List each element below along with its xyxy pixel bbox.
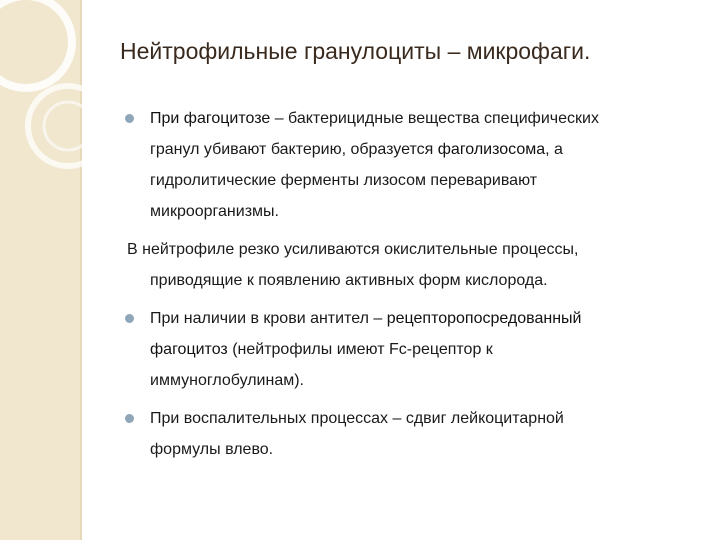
text-line: [150, 134, 707, 165]
text-span: – бактерицидные вещества специфических: [270, 110, 599, 127]
slide-title: Нейтрофильные гранулоциты – микрофаги.: [120, 38, 591, 64]
text-span: , а: [545, 141, 563, 158]
text-span: гранул убивают бактерию, образуется: [150, 141, 438, 158]
bullet-item-antibodies: [127, 303, 707, 396]
text-line: [150, 303, 707, 334]
text-line: В нейтрофиле резко усиливаются окислительные процессы,: [127, 241, 579, 258]
bullet-icon: [125, 114, 134, 123]
text-span: (нейтрофилы имеют Fc-рецептор к: [227, 341, 493, 358]
bold-term: рецепторопосредованный: [386, 310, 582, 327]
decorative-circles: [0, 0, 120, 320]
deco-circle-mid: [28, 86, 108, 166]
text-line: [150, 103, 707, 134]
bullet-item-inflammation: [127, 403, 707, 465]
bullet-item-phagocytosis: [127, 103, 707, 227]
bold-term: фаголизосома: [437, 141, 546, 158]
paragraph-oxidative: [127, 234, 707, 296]
text-line: приводящие к появлению активных форм кислорода.: [150, 272, 548, 289]
text-line: [150, 334, 707, 365]
text-line: гидролитические ферменты лизосом переваривают: [150, 172, 538, 189]
bullet-icon: [125, 414, 134, 423]
slide-body: [127, 103, 707, 472]
bold-term: При фагоцитозе: [150, 110, 271, 127]
deco-circle-large: [0, 0, 72, 88]
bullet-icon: [125, 314, 134, 323]
deco-circle-small: [44, 102, 92, 150]
text-line: При воспалительных процессах – сдвиг лейкоцитарной: [150, 410, 564, 427]
text-line: формулы влево.: [150, 441, 274, 458]
text-span: При наличии в крови антител –: [150, 310, 387, 327]
text-line: иммуноглобулинам).: [150, 372, 304, 389]
bold-term: фагоцитоз: [150, 341, 228, 358]
text-line: микроорганизмы.: [150, 203, 279, 220]
